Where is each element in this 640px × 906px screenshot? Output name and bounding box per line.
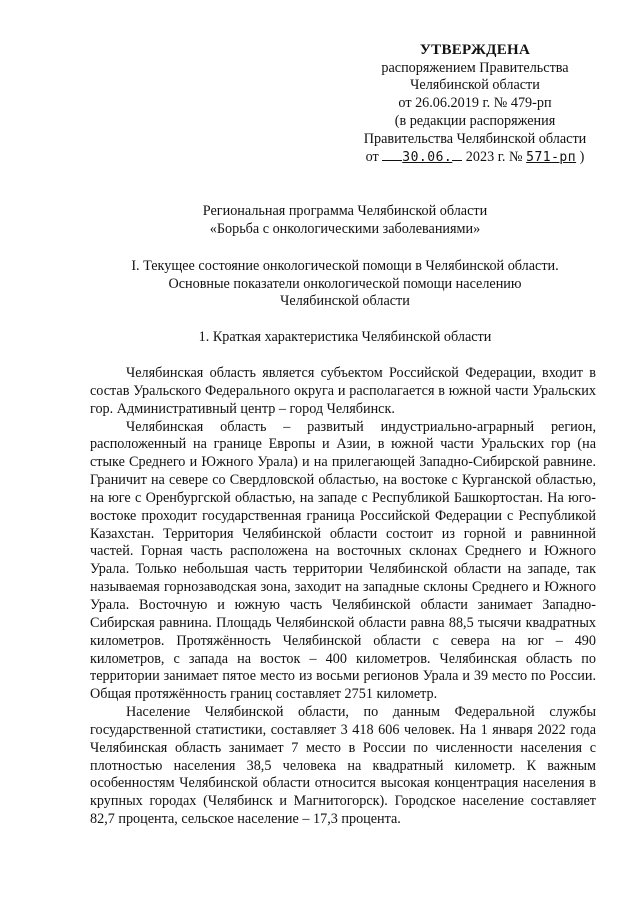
approval-block <box>340 42 610 167</box>
program-title-line: «Борьба с онкологическими заболеваниями» <box>209 220 481 237</box>
paragraph: Челябинская область является субъектом Российской Федерации, входит в состав Уральского Федерального округа и располагается в южной части Уральских гор. Административный центр – город Челябинск. <box>90 365 596 417</box>
section-title-line: I. Текущее состояние онкологической помощи в Челябинской области. <box>131 258 559 274</box>
order-number: 571-рп <box>526 150 577 166</box>
program-title-line: Региональная программа Челябинской области <box>202 203 488 219</box>
date-suffix: ) <box>579 149 585 166</box>
approval-date-line <box>340 148 610 167</box>
date-prefix: от <box>365 149 379 166</box>
date-year: 2023 г. № <box>465 149 523 166</box>
section-title-line: Основные показатели онкологической помощи населению <box>168 275 522 292</box>
approval-heading: УТВЕРЖДЕНА <box>419 42 531 58</box>
approval-line: (в редакции распоряжения <box>394 112 556 129</box>
section-title-line: Челябинской области <box>280 293 410 310</box>
date-day-month: 30.06. <box>402 150 453 166</box>
approval-line: Правительства Челябинской области <box>363 130 587 147</box>
date-blank <box>382 148 402 161</box>
subsection-title: 1. Краткая характеристика Челябинской области <box>198 329 492 345</box>
paragraph: Население Челябинской области, по данным Федеральной службы государственной статистики, составляет 3 418 606 человек. На 1 января 2022 года Челябинская область занимает 7 место в России по численности населения с плотностью населения 38,5 человека на квадратный километр. К важным особенностям Челябинской области относится высокая концентрация населения в крупных городах (Челябинск и Магнитогорск). Городское население составляет 82,7 процента, сельское население – 17,3 процента. <box>90 704 596 828</box>
approval-line: Челябинской области <box>410 77 540 94</box>
approval-line: распоряжением Правительства <box>381 59 569 76</box>
body-text <box>90 365 596 829</box>
program-title <box>60 203 630 238</box>
date-blank <box>452 148 462 161</box>
paragraph: Челябинская область – развитый индустриально-аграрный регион, расположенный на границе Европы и Азии, в южной части Уральских гор (на стыке Среднего и Южного Урала) и на прилегающей Западно-Сибирской равнине. Граничит на севере со Свердловской областью, на востоке с Курганской областью, на юге с Оренбургской областью, на западе с Республикой Башкортостан. На юго-востоке проходит государственная граница Российской Федерации с Республикой Казахстан. Территория Челябинской области состоит из горной и равнинной частей. Горная часть расположена на восточных склонах Среднего и Южного Урала. Только небольшая часть территории Челябинской области на западе, так называемая горнозаводская зона, заходит на западные склоны Среднего и Южного Урала. Восточную и южную часть Челябинской области занимает Западно-Сибирская равнина. Площадь Челябинской области равна 88,5 тысячи квадратных километров. Протяжённость Челябинской области с севера на юг – 490 километров, с запада на восток – 400 километров. Челябинская область по территории занимает пятое место из восьми регионов Урала и 39 место по России. Общая протяжённость границ составляет 2751 километр. <box>90 418 596 703</box>
approval-line: от 26.06.2019 г. № 479-рп <box>398 95 552 112</box>
section-title <box>60 258 630 311</box>
